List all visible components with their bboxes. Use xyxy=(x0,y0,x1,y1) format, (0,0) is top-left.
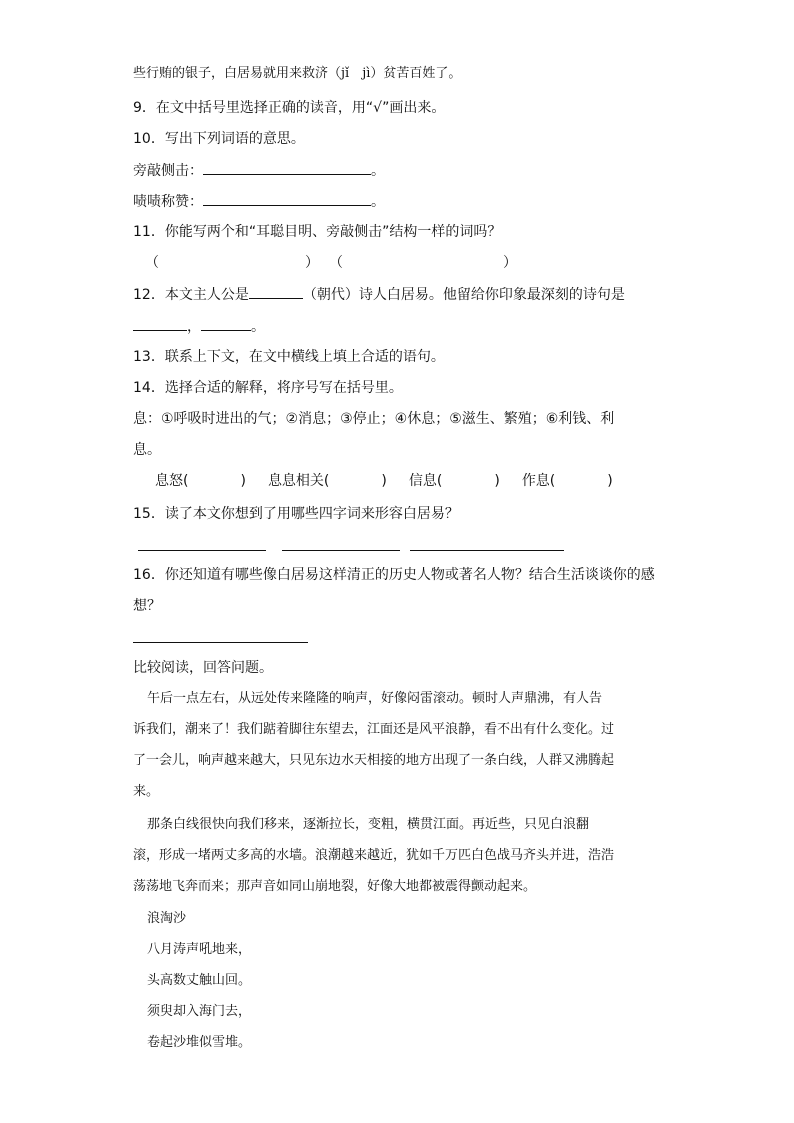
question-11: 11．你能写两个和“耳聪目明、旁敲侧击”结构一样的词吗？ xyxy=(133,224,502,240)
q12-line-2 xyxy=(133,316,265,337)
passage-continuation-line: 些行贿的银子，白居易就用来救济（jǐ jì）贫苦百姓了。 xyxy=(133,66,462,81)
q10-item1-label: 旁敲侧击： xyxy=(133,163,203,179)
poem-title: 浪淘沙 xyxy=(147,911,187,926)
q12-poem-blank-1[interactable] xyxy=(133,316,187,331)
q10-item2-label: 啧啧称赞： xyxy=(133,194,203,210)
section-title: 比较阅读，回答问题。 xyxy=(133,660,273,676)
q14-word-row xyxy=(155,471,613,491)
q11-close-paren-1: ） xyxy=(305,255,319,271)
q14-word-4: 作息( xyxy=(521,473,556,489)
question-10: 10．写出下列词语的意思。 xyxy=(133,131,305,147)
q15-answer-line-2[interactable] xyxy=(282,550,400,551)
question-15: 15．读了本文你想到了用哪些四字词来形容白居易？ xyxy=(133,506,459,522)
q12-poem-blank-2[interactable] xyxy=(201,316,251,331)
q10-item-2 xyxy=(133,191,385,212)
q10-item2-end: 。 xyxy=(371,194,385,210)
question-13: 13．联系上下文，在文中横线上填上合适的语句。 xyxy=(133,349,445,365)
q14-word-3: 信息( xyxy=(408,473,443,489)
q12-dynasty-blank[interactable] xyxy=(249,284,303,299)
q12-part2: （朝代）诗人白居易。他留给你印象最深刻的诗句是 xyxy=(302,287,625,303)
passage-p2-line-3: 荡荡地飞奔而来；那声音如同山崩地裂，好像大地都被震得颤动起来。 xyxy=(133,879,537,894)
poem-line-4: 卷起沙堆似雪堆。 xyxy=(147,1035,252,1050)
q14-word-2: 息息相关( xyxy=(267,473,330,489)
q11-close-paren-2: ） xyxy=(503,255,517,271)
q12-end: 。 xyxy=(251,319,265,335)
question-14: 14．选择合适的解释，将序号写在括号里。 xyxy=(133,380,403,396)
question-16-line-1: 16．你还知道有哪些像白居易这样清正的历史人物或著名人物？结合生活谈谈你的感 xyxy=(133,567,655,583)
poem-line-2: 头高数丈触山回。 xyxy=(147,973,252,988)
question-9: 9．在文中括号里选择正确的读音，用“√”画出来。 xyxy=(133,100,446,116)
q14-word-1-close: ) xyxy=(240,473,246,489)
passage-p2-line-2: 滚，形成一堵两丈多高的水墙。浪潮越来越近，犹如千万匹白色战马齐头并进，浩浩 xyxy=(133,848,615,863)
q12-part1: 12．本文主人公是 xyxy=(133,287,249,303)
q15-answer-line-3[interactable] xyxy=(410,550,564,551)
q14-definitions-line-1: 息：①呼吸时进出的气；②消息；③停止；④休息；⑤滋生、繁殖；⑥利钱、利 xyxy=(133,411,615,427)
q16-answer-line[interactable] xyxy=(133,642,308,643)
poem-line-1: 八月涛声吼地来， xyxy=(147,942,252,957)
q12-comma: ， xyxy=(187,319,201,335)
poem-line-3: 须臾却入海门去， xyxy=(147,1004,252,1019)
passage-p1-line-1: 午后一点左右，从远处传来隆隆的响声，好像闷雷滚动。顿时人声鼎沸，有人告 xyxy=(147,691,603,706)
q14-word-2-close: ) xyxy=(381,473,387,489)
q10-item1-answer-blank[interactable] xyxy=(203,160,371,175)
q15-answer-line-1[interactable] xyxy=(138,550,266,551)
passage-p2-line-1: 那条白线很快向我们移来，逐渐拉长，变粗，横贯江面。再近些，只见白浪翻 xyxy=(147,817,590,832)
question-16-line-2: 想？ xyxy=(133,598,161,614)
passage-p1-line-4: 来。 xyxy=(133,784,160,799)
q11-open-paren-2: （ xyxy=(329,255,343,271)
passage-p1-line-2: 诉我们，潮来了！我们踮着脚往东望去，江面还是风平浪静，看不出有什么变化。过 xyxy=(133,722,615,737)
question-12 xyxy=(133,284,625,305)
q14-definitions-line-2: 息。 xyxy=(133,442,161,458)
q10-item-1 xyxy=(133,160,385,181)
passage-p1-line-3: 了一会儿，响声越来越大，只见东边水天相接的地方出现了一条白线，人群又沸腾起 xyxy=(133,753,615,768)
q14-word-1: 息怒( xyxy=(155,473,189,489)
q14-word-3-close: ) xyxy=(494,473,500,489)
q10-item1-end: 。 xyxy=(371,163,385,179)
q11-open-paren-1: （ xyxy=(145,255,159,271)
q11-answer-row xyxy=(145,253,517,273)
q14-word-4-close: ) xyxy=(607,473,613,489)
q10-item2-answer-blank[interactable] xyxy=(203,191,371,206)
